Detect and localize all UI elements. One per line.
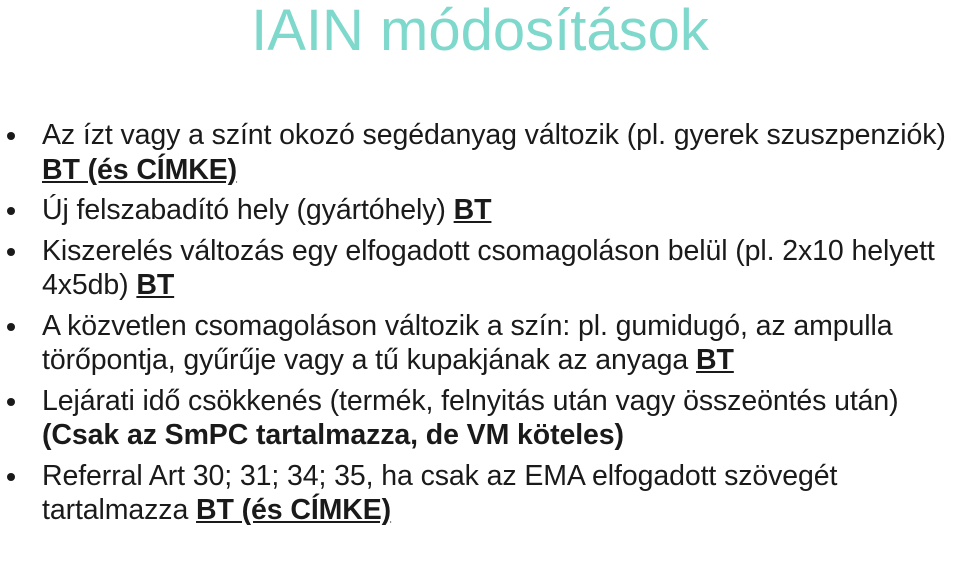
bullet-emphasis-3: BT xyxy=(136,269,175,301)
bullet-emphasis-5: (Csak az SmPC tartalmazza, de VM köteles) xyxy=(42,419,624,451)
bullet-dot-icon xyxy=(7,323,15,331)
bullet-item-2 xyxy=(0,193,960,228)
bullet-item-3 xyxy=(0,234,960,303)
bullet-dot-icon xyxy=(7,207,15,215)
bullet-list xyxy=(0,118,960,534)
bullet-emphasis-6: BT (és CÍMKE) xyxy=(196,494,392,526)
bullet-dot-icon xyxy=(7,398,15,406)
bullet-item-5 xyxy=(0,384,960,453)
bullet-text-2: Új felszabadító hely (gyártóhely) xyxy=(42,194,454,226)
bullet-emphasis-4: BT xyxy=(696,344,734,376)
bullet-item-6 xyxy=(0,459,960,528)
bullet-dot-icon xyxy=(7,132,15,140)
bullet-emphasis-2: BT xyxy=(453,194,492,226)
slide-title: IAIN módosítások xyxy=(251,0,709,63)
bullet-dot-icon xyxy=(7,473,15,481)
bullet-text-4: A közvetlen csomagoláson változik a szín: pl. gumidugó, az ampulla törőpontja, gyűrűje vagy a tű kupakjának az anyaga xyxy=(42,309,893,376)
bullet-emphasis-1: BT (és CÍMKE) xyxy=(42,153,238,186)
bullet-text-5: Lejárati idő csökkenés (termék, felnyitás után vagy összeöntés után) xyxy=(42,384,899,417)
bullet-text-6: Referral Art 30; 31; 34; 35, ha csak az EMA elfogadott szövegét tartalmazza xyxy=(42,459,838,526)
bullet-dot-icon xyxy=(7,248,15,256)
bullet-item-1 xyxy=(0,118,960,187)
bullet-item-4 xyxy=(0,309,960,378)
bullet-text-1: Az ízt vagy a színt okozó segédanyag változik (pl. gyerek szuszpenziók) xyxy=(42,119,946,151)
bullet-text-3: Kiszerelés változás egy elfogadott csomagoláson belül (pl. 2x10 helyett 4x5db) xyxy=(42,234,935,301)
